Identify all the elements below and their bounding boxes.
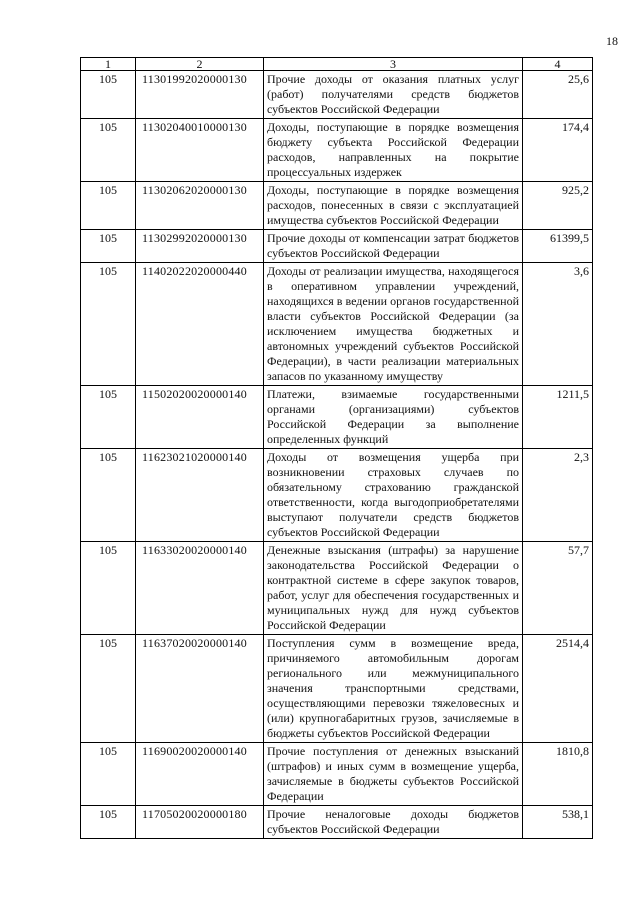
table-row [81, 806, 593, 839]
amount-cell: 3,6 [523, 263, 593, 386]
amount-cell: 61399,5 [523, 230, 593, 263]
admin-code-cell: 105 [81, 806, 136, 839]
revenue-name-cell: Прочие доходы от компенсации затрат бюджетов субъектов Российской Федерации [264, 230, 523, 263]
budget-code-cell: 11633020020000140 [136, 542, 264, 635]
budget-code-cell: 11502020020000140 [136, 386, 264, 449]
amount-cell: 25,6 [523, 71, 593, 119]
revenue-name-cell: Доходы, поступающие в порядке возмещения бюджету субъекта Российской Федерации расходов, направленных на покрытие процессуальных издержек [264, 119, 523, 182]
amount-cell: 174,4 [523, 119, 593, 182]
table-row [81, 263, 593, 386]
amount-cell: 1810,8 [523, 743, 593, 806]
budget-code-cell: 11402022020000440 [136, 263, 264, 386]
table-row [81, 71, 593, 119]
amount-cell: 2514,4 [523, 635, 593, 743]
table-row [81, 230, 593, 263]
amount-cell: 538,1 [523, 806, 593, 839]
revenue-name-cell: Доходы от возмещения ущерба при возникновении страховых случаев по обязательному страхованию гражданской ответственности, когда выгодоприобретателями выступают получатели средств бюджетов субъектов Российской Федерации [264, 449, 523, 542]
admin-code-cell: 105 [81, 743, 136, 806]
table-row [81, 449, 593, 542]
budget-code-cell: 11302992020000130 [136, 230, 264, 263]
amount-cell: 57,7 [523, 542, 593, 635]
budget-code-cell: 11637020020000140 [136, 635, 264, 743]
revenue-name-cell: Платежи, взимаемые государственными органами (организациями) субъектов Российской Федерации за выполнение определенных функций [264, 386, 523, 449]
column-header-2: 2 [136, 58, 264, 71]
admin-code-cell: 105 [81, 449, 136, 542]
table-header-row [81, 58, 593, 71]
page-number: 18 [606, 34, 618, 48]
admin-code-cell: 105 [81, 386, 136, 449]
table-row [81, 119, 593, 182]
budget-code-cell: 11623021020000140 [136, 449, 264, 542]
admin-code-cell: 105 [81, 182, 136, 230]
admin-code-cell: 105 [81, 71, 136, 119]
revenue-name-cell: Прочие поступления от денежных взысканий (штрафов) и иных сумм в возмещение ущерба, зачисляемые в бюджеты субъектов Российской Федерации [264, 743, 523, 806]
revenue-name-cell: Поступления сумм в возмещение вреда, причиняемого автомобильным дорогам регионального или межмуниципального значения транспортными средствами, осуществляющими перевозки тяжеловесных и (или) крупногабаритных грузов, зачисляемые в бюджеты субъектов Российской Федерации [264, 635, 523, 743]
admin-code-cell: 105 [81, 230, 136, 263]
budget-code-cell: 11302040010000130 [136, 119, 264, 182]
revenue-name-cell: Доходы, поступающие в порядке возмещения расходов, понесенных в связи с эксплуатацией имущества субъектов Российской Федерации [264, 182, 523, 230]
revenue-name-cell: Доходы от реализации имущества, находящегося в оперативном управлении учреждений, находящихся в ведении органов государственной власти субъектов Российской Федерации (за исключением имущества бюджетных и автономных учреждений субъектов Российской Федерации), в части реализации материальных запасов по указанному имуществу [264, 263, 523, 386]
table-row [81, 542, 593, 635]
budget-code-cell: 11690020020000140 [136, 743, 264, 806]
table-row [81, 635, 593, 743]
revenue-name-cell: Прочие неналоговые доходы бюджетов субъектов Российской Федерации [264, 806, 523, 839]
admin-code-cell: 105 [81, 263, 136, 386]
amount-cell: 925,2 [523, 182, 593, 230]
budget-code-cell: 11705020020000180 [136, 806, 264, 839]
amount-cell: 2,3 [523, 449, 593, 542]
budget-code-cell: 11301992020000130 [136, 71, 264, 119]
column-header-3: 3 [264, 58, 523, 71]
amount-cell: 1211,5 [523, 386, 593, 449]
admin-code-cell: 105 [81, 542, 136, 635]
table-row [81, 386, 593, 449]
admin-code-cell: 105 [81, 119, 136, 182]
revenue-name-cell: Прочие доходы от оказания платных услуг (работ) получателями средств бюджетов субъектов Российской Федерации [264, 71, 523, 119]
table-row [81, 743, 593, 806]
admin-code-cell: 105 [81, 635, 136, 743]
revenue-name-cell: Денежные взыскания (штрафы) за нарушение законодательства Российской Федерации о контрактной системе в сфере закупок товаров, работ, услуг для обеспечения государственных и муниципальных нужд для нужд субъектов Российской Федерации [264, 542, 523, 635]
column-header-4: 4 [523, 58, 593, 71]
column-header-1: 1 [81, 58, 136, 71]
table-row [81, 182, 593, 230]
budget-code-cell: 11302062020000130 [136, 182, 264, 230]
revenue-table [80, 57, 593, 839]
